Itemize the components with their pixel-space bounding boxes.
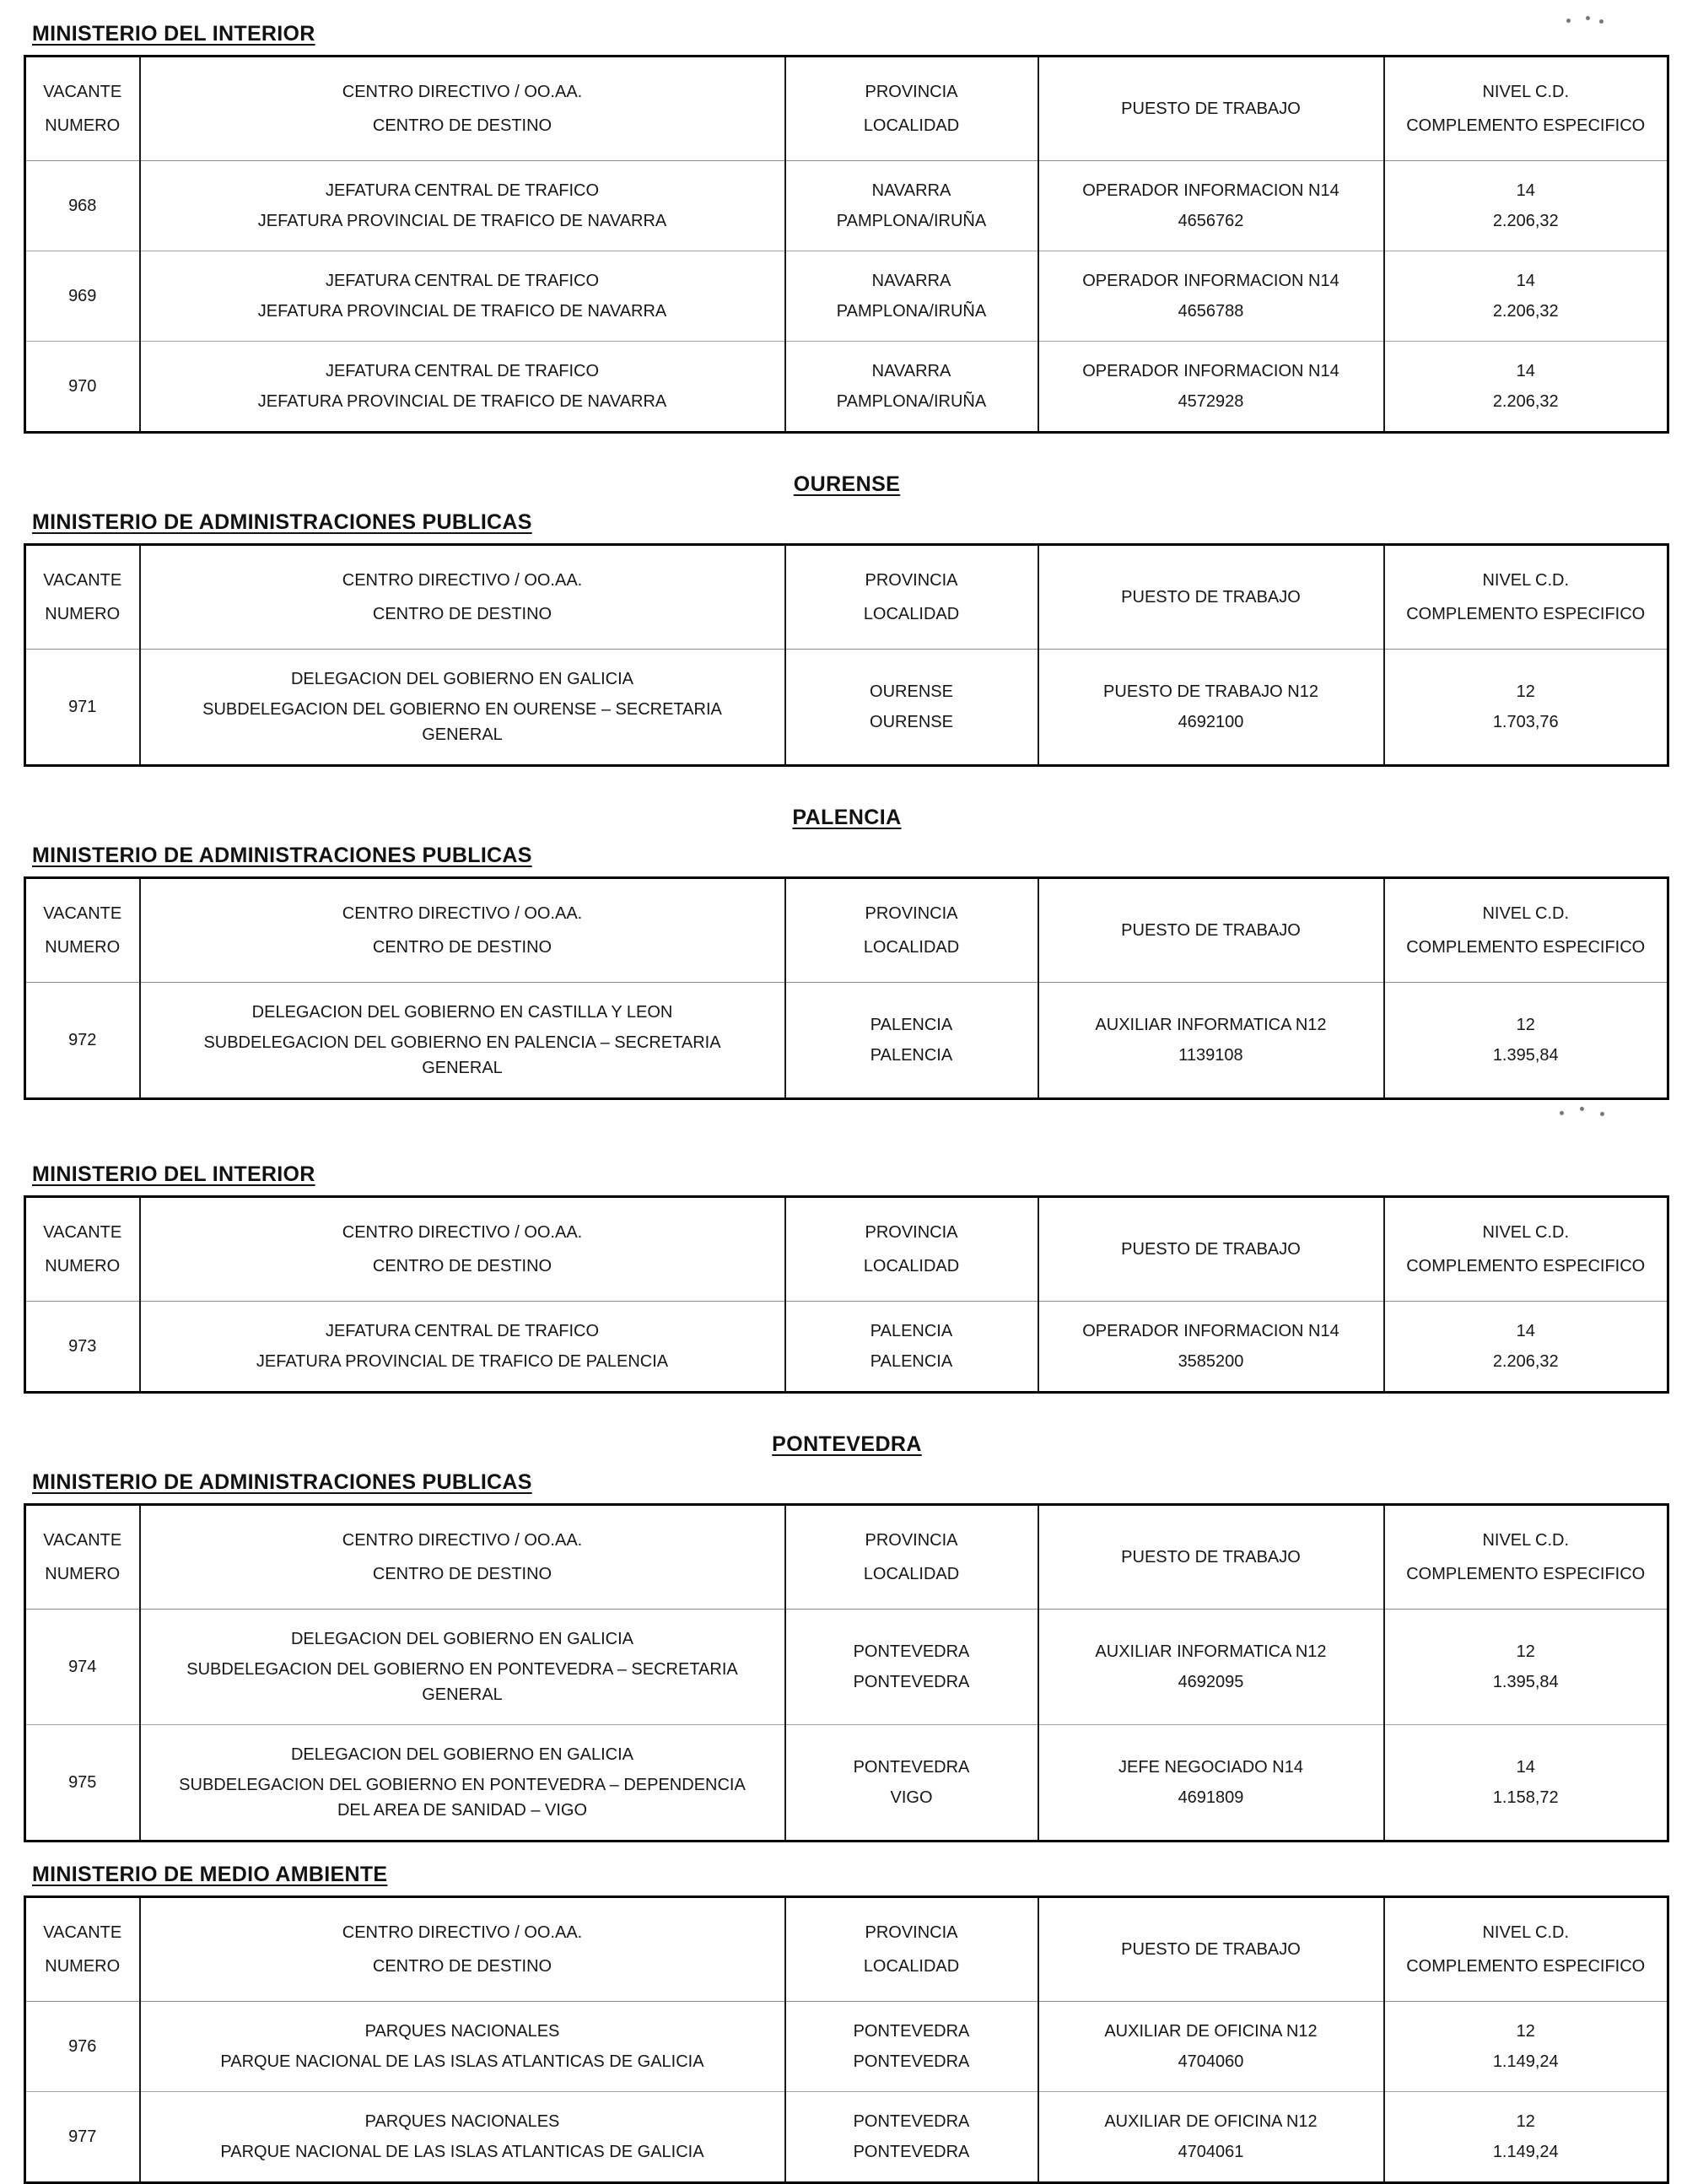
cell-nivel bbox=[1384, 251, 1668, 342]
scan-artifact-dot bbox=[1580, 1107, 1584, 1111]
col-header-line: VACANTE bbox=[43, 1223, 122, 1242]
col-header-line: LOCALIDAD bbox=[863, 116, 960, 135]
col-header-line: PUESTO DE TRABAJO bbox=[1121, 1548, 1301, 1567]
nivel-cd: 12 bbox=[1516, 1016, 1535, 1034]
centro-destino: JEFATURA PROVINCIAL DE TRAFICO DE NAVARRA bbox=[257, 302, 667, 321]
col-header-centro bbox=[140, 878, 785, 983]
cell-centro bbox=[140, 2002, 785, 2092]
ministry-heading: MINISTERIO DE ADMINISTRACIONES PUBLICAS bbox=[32, 510, 532, 534]
col-header-line: COMPLEMENTO ESPECIFICO bbox=[1406, 1565, 1646, 1583]
section-medio-ambiente bbox=[24, 1863, 1670, 2184]
col-header-centro bbox=[140, 545, 785, 650]
cell-vacante-numero: 973 bbox=[68, 1336, 97, 1356]
scan-artifact-dot bbox=[1566, 19, 1571, 23]
col-header-puesto bbox=[1038, 57, 1384, 161]
header-row bbox=[25, 545, 1668, 650]
col-header-nivel bbox=[1384, 1505, 1668, 1610]
cell-provincia bbox=[785, 2002, 1038, 2092]
centro-destino: SUBDELEGACION DEL GOBIERNO EN PONTEVEDRA – DEPENDENCIA DEL AREA DE SANIDAD – VIGO bbox=[179, 1776, 746, 1820]
col-header-nivel bbox=[1384, 1197, 1668, 1302]
cell-vacante-numero: 970 bbox=[25, 342, 140, 433]
puesto-trabajo: AUXILIAR DE OFICINA N12 bbox=[1104, 2112, 1318, 2131]
cell-nivel bbox=[1384, 983, 1668, 1099]
col-header-line: CENTRO DE DESTINO bbox=[372, 1257, 552, 1275]
cell-puesto bbox=[1038, 1610, 1384, 1725]
nivel-cd: 14 bbox=[1516, 1322, 1535, 1340]
section-map-palencia bbox=[24, 844, 1670, 1100]
table-head bbox=[25, 1197, 1668, 1302]
complemento-especifico: 2.206,32 bbox=[1492, 1352, 1559, 1371]
cell-nivel bbox=[1384, 342, 1668, 433]
col-header-puesto bbox=[1038, 878, 1384, 983]
nivel-cd: 12 bbox=[1516, 682, 1535, 701]
col-header-line: LOCALIDAD bbox=[863, 1257, 960, 1275]
col-header-line: PUESTO DE TRABAJO bbox=[1121, 588, 1301, 607]
col-header-line: PROVINCIA bbox=[865, 1223, 958, 1242]
col-header-line: NUMERO bbox=[45, 1565, 121, 1583]
cell-vacante-numero: 975 bbox=[25, 1725, 140, 1842]
cell-provincia bbox=[785, 251, 1038, 342]
localidad: VIGO bbox=[890, 1788, 933, 1807]
scan-artifact-dot bbox=[1586, 16, 1590, 20]
complemento-especifico: 1.149,24 bbox=[1492, 2143, 1559, 2161]
localidad: PONTEVEDRA bbox=[853, 2052, 970, 2071]
col-header-puesto bbox=[1038, 1897, 1384, 2002]
cell-puesto bbox=[1038, 1302, 1384, 1393]
provincia: PALENCIA bbox=[870, 1322, 953, 1340]
centro-directivo: JEFATURA CENTRAL DE TRAFICO bbox=[325, 181, 600, 200]
cell-puesto bbox=[1038, 161, 1384, 251]
col-header-line: PROVINCIA bbox=[865, 904, 958, 923]
provincia: NAVARRA bbox=[871, 272, 951, 290]
cell-vacante-numero: 976 bbox=[68, 2036, 97, 2056]
cell-nivel bbox=[1384, 2092, 1668, 2183]
localidad: PALENCIA bbox=[870, 1046, 953, 1065]
puesto-trabajo: OPERADOR INFORMACION N14 bbox=[1082, 272, 1339, 290]
cell-nivel bbox=[1384, 161, 1668, 251]
centro-directivo: DELEGACION DEL GOBIERNO EN GALICIA bbox=[290, 1745, 634, 1764]
col-header-puesto bbox=[1038, 1197, 1384, 1302]
puesto-codigo: 4572928 bbox=[1178, 392, 1244, 411]
cell-vacante-numero: 968 bbox=[68, 196, 97, 215]
table-body bbox=[25, 2002, 1668, 2183]
cell-puesto bbox=[1038, 1725, 1384, 1842]
centro-destino: JEFATURA PROVINCIAL DE TRAFICO DE PALENCIA bbox=[256, 1352, 669, 1371]
centro-destino: SUBDELEGACION DEL GOBIERNO EN PONTEVEDRA – SECRETARIA GENERAL bbox=[186, 1660, 738, 1704]
localidad: PAMPLONA/IRUÑA bbox=[836, 392, 987, 411]
col-header-line: LOCALIDAD bbox=[863, 1565, 960, 1583]
cell-centro bbox=[140, 2092, 785, 2183]
col-header-puesto bbox=[1038, 545, 1384, 650]
cell-provincia bbox=[785, 1302, 1038, 1393]
col-header-line: LOCALIDAD bbox=[863, 605, 960, 623]
centro-destino: JEFATURA PROVINCIAL DE TRAFICO DE NAVARRA bbox=[257, 212, 667, 230]
localidad: PAMPLONA/IRUÑA bbox=[836, 212, 987, 230]
vacancy-row bbox=[25, 251, 1668, 342]
header-row bbox=[25, 1505, 1668, 1610]
table-body bbox=[25, 1610, 1668, 1842]
col-header-line: CENTRO DE DESTINO bbox=[372, 1565, 552, 1583]
col-header-provincia bbox=[785, 1197, 1038, 1302]
col-header-line: NIVEL C.D. bbox=[1482, 1223, 1570, 1242]
col-header-line: NIVEL C.D. bbox=[1482, 1923, 1570, 1942]
col-header-line: PROVINCIA bbox=[865, 1923, 958, 1942]
cell-provincia bbox=[785, 650, 1038, 766]
section-ministerio-interior-palencia bbox=[24, 1162, 1670, 1394]
col-header-line: CENTRO DIRECTIVO / OO.AA. bbox=[342, 571, 583, 590]
centro-destino: SUBDELEGACION DEL GOBIERNO EN OURENSE – SECRETARIA GENERAL bbox=[202, 700, 722, 744]
localidad: PONTEVEDRA bbox=[853, 2143, 970, 2161]
col-header-provincia bbox=[785, 57, 1038, 161]
col-header-line: COMPLEMENTO ESPECIFICO bbox=[1406, 116, 1646, 135]
cell-vacante-numero: 971 bbox=[68, 697, 97, 716]
table-head bbox=[25, 57, 1668, 161]
provincia: PONTEVEDRA bbox=[853, 2022, 970, 2041]
table-body bbox=[25, 161, 1668, 433]
cell-provincia bbox=[785, 1725, 1038, 1842]
centro-directivo: PARQUES NACIONALES bbox=[364, 2112, 560, 2131]
centro-destino: JEFATURA PROVINCIAL DE TRAFICO DE NAVARRA bbox=[257, 392, 667, 411]
centro-directivo: DELEGACION DEL GOBIERNO EN CASTILLA Y LEON bbox=[251, 1003, 673, 1022]
col-header-line: PUESTO DE TRABAJO bbox=[1121, 1940, 1301, 1959]
vacancy-table bbox=[24, 1895, 1669, 2184]
vacancy-row bbox=[25, 1610, 1668, 1725]
section-ministerio-interior-navarra bbox=[24, 22, 1670, 434]
col-header-line: CENTRO DE DESTINO bbox=[372, 1957, 552, 1976]
puesto-codigo: 4692100 bbox=[1178, 713, 1244, 731]
ministry-heading: MINISTERIO DE ADMINISTRACIONES PUBLICAS bbox=[32, 1470, 532, 1494]
col-header-line: VACANTE bbox=[43, 904, 122, 923]
complemento-especifico: 1.149,24 bbox=[1492, 2052, 1559, 2071]
col-header-line: CENTRO DIRECTIVO / OO.AA. bbox=[342, 904, 583, 923]
header-row bbox=[25, 878, 1668, 983]
col-header-centro bbox=[140, 1897, 785, 2002]
col-header-provincia bbox=[785, 545, 1038, 650]
nivel-cd: 12 bbox=[1516, 2112, 1535, 2131]
puesto-codigo: 4704061 bbox=[1178, 2143, 1244, 2161]
ministry-heading: MINISTERIO DEL INTERIOR bbox=[32, 22, 315, 46]
centro-directivo: JEFATURA CENTRAL DE TRAFICO bbox=[325, 272, 600, 290]
col-header-line: PUESTO DE TRABAJO bbox=[1121, 100, 1301, 118]
cell-provincia bbox=[785, 2092, 1038, 2183]
cell-puesto bbox=[1038, 650, 1384, 766]
section-map-ourense bbox=[24, 510, 1670, 767]
cell-centro bbox=[140, 161, 785, 251]
complemento-especifico: 2.206,32 bbox=[1492, 302, 1559, 321]
puesto-trabajo: OPERADOR INFORMACION N14 bbox=[1082, 181, 1339, 200]
cell-vacante-numero: 969 bbox=[25, 251, 140, 342]
nivel-cd: 14 bbox=[1516, 181, 1535, 200]
centro-directivo: DELEGACION DEL GOBIERNO EN GALICIA bbox=[290, 1630, 634, 1648]
vacancy-table bbox=[24, 876, 1669, 1100]
col-header-line: PROVINCIA bbox=[865, 571, 958, 590]
province-heading-ourense: OURENSE bbox=[793, 472, 901, 496]
col-header-line: PROVINCIA bbox=[865, 83, 958, 101]
col-header-line: VACANTE bbox=[43, 1531, 122, 1550]
puesto-codigo: 4656788 bbox=[1178, 302, 1244, 321]
vacancy-row bbox=[25, 161, 1668, 251]
col-header-vacante bbox=[25, 1505, 140, 1610]
cell-centro bbox=[140, 1610, 785, 1725]
vacancy-table bbox=[24, 1503, 1669, 1842]
col-header-line: CENTRO DE DESTINO bbox=[372, 116, 552, 135]
col-header-line: LOCALIDAD bbox=[863, 938, 960, 957]
cell-centro bbox=[140, 251, 785, 342]
col-header-line: NIVEL C.D. bbox=[1482, 83, 1570, 101]
puesto-trabajo: AUXILIAR INFORMATICA N12 bbox=[1095, 1016, 1327, 1034]
nivel-cd: 14 bbox=[1516, 1758, 1535, 1777]
col-header-line: VACANTE bbox=[43, 571, 122, 590]
header-row bbox=[25, 1897, 1668, 2002]
puesto-trabajo: OPERADOR INFORMACION N14 bbox=[1082, 1322, 1339, 1340]
table-head bbox=[25, 545, 1668, 650]
centro-directivo: PARQUES NACIONALES bbox=[364, 2022, 560, 2041]
col-header-line: CENTRO DE DESTINO bbox=[372, 605, 552, 623]
cell-centro bbox=[140, 342, 785, 433]
table-body bbox=[25, 650, 1668, 766]
puesto-codigo: 4656762 bbox=[1178, 212, 1244, 230]
col-header-provincia bbox=[785, 1505, 1038, 1610]
cell-centro bbox=[140, 1725, 785, 1842]
col-header-vacante bbox=[25, 545, 140, 650]
localidad: PALENCIA bbox=[870, 1352, 953, 1371]
vacancy-table bbox=[24, 55, 1669, 434]
provincia: NAVARRA bbox=[871, 181, 951, 200]
centro-directivo: JEFATURA CENTRAL DE TRAFICO bbox=[325, 362, 600, 380]
puesto-trabajo: PUESTO DE TRABAJO N12 bbox=[1103, 682, 1318, 701]
puesto-codigo: 1139108 bbox=[1178, 1046, 1243, 1065]
ministry-heading: MINISTERIO DEL INTERIOR bbox=[32, 1162, 315, 1186]
nivel-cd: 14 bbox=[1516, 362, 1535, 380]
col-header-line: NUMERO bbox=[45, 605, 121, 623]
table-head bbox=[25, 1897, 1668, 2002]
centro-destino: PARQUE NACIONAL DE LAS ISLAS ATLANTICAS DE GALICIA bbox=[220, 2052, 704, 2071]
table-head bbox=[25, 1505, 1668, 1610]
section-map-pontevedra bbox=[24, 1470, 1670, 1842]
header-row bbox=[25, 57, 1668, 161]
cell-vacante-numero: 972 bbox=[68, 1030, 97, 1049]
cell-provincia bbox=[785, 983, 1038, 1099]
provincia: PONTEVEDRA bbox=[853, 1642, 970, 1661]
cell-puesto bbox=[1038, 2002, 1384, 2092]
table-head bbox=[25, 878, 1668, 983]
province-heading-palencia: PALENCIA bbox=[792, 806, 902, 829]
vacancy-row bbox=[25, 342, 1668, 433]
col-header-line: CENTRO DIRECTIVO / OO.AA. bbox=[342, 83, 583, 101]
complemento-especifico: 1.158,72 bbox=[1492, 1788, 1559, 1807]
vacancy-row bbox=[25, 2092, 1668, 2183]
col-header-provincia bbox=[785, 1897, 1038, 2002]
col-header-nivel bbox=[1384, 878, 1668, 983]
centro-destino: SUBDELEGACION DEL GOBIERNO EN PALENCIA – SECRETARIA GENERAL bbox=[203, 1033, 721, 1077]
puesto-codigo: 4692095 bbox=[1178, 1673, 1244, 1691]
puesto-codigo: 3585200 bbox=[1178, 1352, 1244, 1371]
cell-nivel bbox=[1384, 1725, 1668, 1842]
col-header-line: CENTRO DIRECTIVO / OO.AA. bbox=[342, 1223, 583, 1242]
col-header-puesto bbox=[1038, 1505, 1384, 1610]
col-header-centro bbox=[140, 1505, 785, 1610]
cell-puesto bbox=[1038, 983, 1384, 1099]
col-header-line: VACANTE bbox=[43, 83, 122, 101]
vacancy-row bbox=[25, 1725, 1668, 1842]
col-header-nivel bbox=[1384, 545, 1668, 650]
localidad: PONTEVEDRA bbox=[853, 1673, 970, 1691]
cell-puesto bbox=[1038, 2092, 1384, 2183]
vacancy-table bbox=[24, 1195, 1669, 1394]
scan-artifact-dot bbox=[1560, 1111, 1564, 1115]
col-header-line: CENTRO DIRECTIVO / OO.AA. bbox=[342, 1531, 583, 1550]
localidad: OURENSE bbox=[870, 713, 953, 731]
puesto-trabajo: AUXILIAR INFORMATICA N12 bbox=[1095, 1642, 1327, 1661]
cell-nivel bbox=[1384, 1610, 1668, 1725]
centro-destino: PARQUE NACIONAL DE LAS ISLAS ATLANTICAS DE GALICIA bbox=[220, 2143, 704, 2161]
cell-provincia bbox=[785, 1610, 1038, 1725]
col-header-line: NIVEL C.D. bbox=[1482, 571, 1570, 590]
vacancy-row bbox=[25, 2002, 1668, 2092]
puesto-trabajo: OPERADOR INFORMACION N14 bbox=[1082, 362, 1339, 380]
cell-nivel bbox=[1384, 650, 1668, 766]
provincia: OURENSE bbox=[870, 682, 953, 701]
header-row bbox=[25, 1197, 1668, 1302]
col-header-line: PROVINCIA bbox=[865, 1531, 958, 1550]
nivel-cd: 12 bbox=[1516, 1642, 1535, 1661]
puesto-trabajo: JEFE NEGOCIADO N14 bbox=[1118, 1758, 1303, 1777]
col-header-line: PUESTO DE TRABAJO bbox=[1121, 921, 1301, 940]
cell-provincia bbox=[785, 161, 1038, 251]
vacancy-row bbox=[25, 1302, 1668, 1393]
puesto-codigo: 4691809 bbox=[1178, 1788, 1244, 1807]
vacancy-row bbox=[25, 983, 1668, 1099]
provincia: PALENCIA bbox=[870, 1016, 953, 1034]
cell-nivel bbox=[1384, 2002, 1668, 2092]
scan-artifact-dot bbox=[1599, 19, 1603, 24]
col-header-line: NUMERO bbox=[45, 116, 121, 135]
col-header-line: COMPLEMENTO ESPECIFICO bbox=[1406, 1957, 1646, 1976]
col-header-line: NUMERO bbox=[45, 938, 121, 957]
centro-directivo: DELEGACION DEL GOBIERNO EN GALICIA bbox=[290, 670, 634, 688]
col-header-line: COMPLEMENTO ESPECIFICO bbox=[1406, 1257, 1646, 1275]
col-header-line: COMPLEMENTO ESPECIFICO bbox=[1406, 605, 1646, 623]
puesto-trabajo: AUXILIAR DE OFICINA N12 bbox=[1104, 2022, 1318, 2041]
complemento-especifico: 1.395,84 bbox=[1492, 1673, 1559, 1691]
col-header-line: NIVEL C.D. bbox=[1482, 904, 1570, 923]
provincia: PONTEVEDRA bbox=[853, 1758, 970, 1777]
col-header-vacante bbox=[25, 57, 140, 161]
cell-centro bbox=[140, 650, 785, 766]
col-header-nivel bbox=[1384, 57, 1668, 161]
col-header-line: LOCALIDAD bbox=[863, 1957, 960, 1976]
provincia: PONTEVEDRA bbox=[853, 2112, 970, 2131]
col-header-line: CENTRO DIRECTIVO / OO.AA. bbox=[342, 1923, 583, 1942]
col-header-centro bbox=[140, 57, 785, 161]
col-header-line: CENTRO DE DESTINO bbox=[372, 938, 552, 957]
complemento-especifico: 1.703,76 bbox=[1492, 713, 1559, 731]
col-header-line: NUMERO bbox=[45, 1257, 121, 1275]
scan-artifact-dot bbox=[1600, 1112, 1604, 1116]
nivel-cd: 14 bbox=[1516, 272, 1535, 290]
puesto-codigo: 4704060 bbox=[1178, 2052, 1244, 2071]
ministry-heading: MINISTERIO DE MEDIO AMBIENTE bbox=[32, 1863, 388, 1886]
col-header-vacante bbox=[25, 878, 140, 983]
col-header-centro bbox=[140, 1197, 785, 1302]
cell-vacante-numero: 977 bbox=[25, 2092, 140, 2183]
cell-puesto bbox=[1038, 342, 1384, 433]
vacancy-table bbox=[24, 543, 1669, 767]
col-header-vacante bbox=[25, 1197, 140, 1302]
col-header-line: NIVEL C.D. bbox=[1482, 1531, 1570, 1550]
col-header-line: NUMERO bbox=[45, 1957, 121, 1976]
localidad: PAMPLONA/IRUÑA bbox=[836, 302, 987, 321]
province-heading-pontevedra: PONTEVEDRA bbox=[772, 1432, 922, 1456]
cell-nivel bbox=[1384, 1302, 1668, 1393]
vacancy-row bbox=[25, 650, 1668, 766]
col-header-line: COMPLEMENTO ESPECIFICO bbox=[1406, 938, 1646, 957]
complemento-especifico: 2.206,32 bbox=[1492, 392, 1559, 411]
cell-puesto bbox=[1038, 251, 1384, 342]
complemento-especifico: 2.206,32 bbox=[1492, 212, 1559, 230]
table-body bbox=[25, 1302, 1668, 1393]
col-header-vacante bbox=[25, 1897, 140, 2002]
col-header-line: PUESTO DE TRABAJO bbox=[1121, 1240, 1301, 1259]
centro-directivo: JEFATURA CENTRAL DE TRAFICO bbox=[325, 1322, 600, 1340]
complemento-especifico: 1.395,84 bbox=[1492, 1046, 1559, 1065]
col-header-nivel bbox=[1384, 1897, 1668, 2002]
table-body bbox=[25, 983, 1668, 1099]
col-header-provincia bbox=[785, 878, 1038, 983]
cell-vacante-numero: 974 bbox=[68, 1657, 97, 1676]
provincia: NAVARRA bbox=[871, 362, 951, 380]
nivel-cd: 12 bbox=[1516, 2022, 1535, 2041]
col-header-line: VACANTE bbox=[43, 1923, 122, 1942]
cell-provincia bbox=[785, 342, 1038, 433]
ministry-heading: MINISTERIO DE ADMINISTRACIONES PUBLICAS bbox=[32, 844, 532, 867]
cell-centro bbox=[140, 1302, 785, 1393]
cell-centro bbox=[140, 983, 785, 1099]
